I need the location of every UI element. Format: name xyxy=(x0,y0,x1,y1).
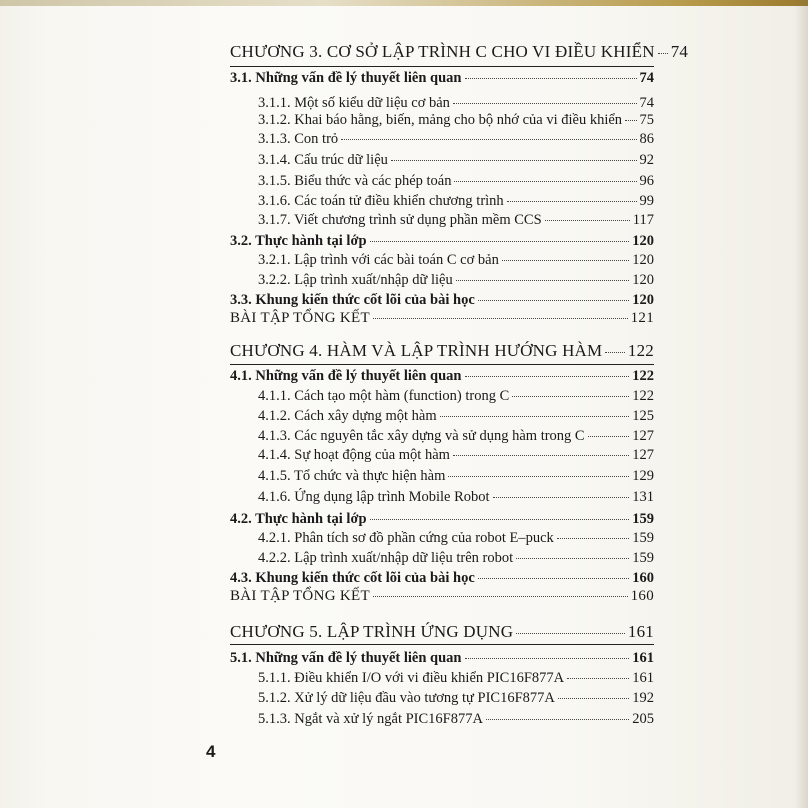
dot-leader xyxy=(516,633,625,634)
page-ref: 161 xyxy=(632,650,654,666)
dot-leader xyxy=(507,201,637,202)
summary-title: BÀI TẬP TỔNG KẾT xyxy=(230,310,370,326)
section-title: 3.3. Khung kiến thức cốt lõi của bài học xyxy=(230,292,475,308)
item-title: 4.1.5. Tổ chức và thực hiện hàm xyxy=(258,468,446,484)
item-title: 4.2.1. Phân tích sơ đồ phần cứng của robot E–puck xyxy=(258,530,554,546)
page-number: 4 xyxy=(206,742,216,761)
section-title: 4.2. Thực hành tại lớp xyxy=(230,511,367,527)
item-title: 3.1.1. Một số kiểu dữ liệu cơ bản xyxy=(258,95,450,111)
page-ref: 127 xyxy=(632,428,654,444)
dot-leader xyxy=(557,538,629,539)
section-title: 4.1. Những vấn đề lý thuyết liên quan xyxy=(230,368,462,384)
item-title: 5.1.2. Xử lý dữ liệu đầu vào tương tự PIC16F877A xyxy=(258,690,555,706)
toc-section-4-2 xyxy=(230,511,654,528)
dot-leader xyxy=(567,678,629,679)
item-title: 3.1.3. Con trỏ xyxy=(258,131,339,147)
item-title: 4.1.3. Các nguyên tắc xây dựng và sử dụng hàm trong C xyxy=(258,428,585,444)
toc-item-3-1-3 xyxy=(258,131,654,148)
dot-leader xyxy=(370,519,630,520)
toc-item-3-1-2 xyxy=(258,112,654,129)
toc-item-4-1-6 xyxy=(258,489,654,506)
dot-leader xyxy=(486,719,629,720)
toc-chapter-4 xyxy=(230,341,654,361)
toc-section-4-3 xyxy=(230,570,654,587)
item-title: 4.1.1. Cách tạo một hàm (function) trong C xyxy=(258,388,510,404)
dot-leader xyxy=(558,698,629,699)
toc-item-5-1-3 xyxy=(258,711,654,728)
toc-item-3-1-4 xyxy=(258,152,654,169)
item-title: 3.1.5. Biểu thức và các phép toán xyxy=(258,173,452,189)
page-ref: 159 xyxy=(632,550,654,566)
toc-item-4-1-2 xyxy=(258,408,654,425)
page-ref: 74 xyxy=(639,70,654,86)
item-title: 4.1.4. Sự hoạt động của một hàm xyxy=(258,447,450,463)
toc-section-4-1 xyxy=(230,368,654,385)
toc-summary-4 xyxy=(230,588,654,605)
page-ref: 120 xyxy=(632,233,654,249)
toc-item-5-1-2 xyxy=(258,690,654,707)
dot-leader xyxy=(588,436,630,437)
page-ref: 75 xyxy=(639,112,654,128)
dot-leader xyxy=(545,220,630,221)
page-ref: 160 xyxy=(632,570,654,586)
page-ref: 125 xyxy=(632,408,654,424)
toc-item-3-1-6 xyxy=(258,193,654,210)
dot-leader xyxy=(456,280,630,281)
item-title: 3.2.2. Lập trình xuất/nhập dữ liệu xyxy=(258,272,453,288)
dot-leader xyxy=(493,497,630,498)
dot-leader xyxy=(478,578,629,579)
page-ref: 160 xyxy=(630,588,654,604)
page-ref: 86 xyxy=(639,131,654,147)
chapter-rule xyxy=(230,66,654,67)
toc-item-3-1-7 xyxy=(258,212,654,229)
toc-section-3-3 xyxy=(230,292,654,309)
dot-leader xyxy=(440,416,630,417)
chapter-title: CHƯƠNG 5. LẬP TRÌNH ỨNG DỤNG xyxy=(230,622,514,641)
page-ref: 161 xyxy=(627,622,654,641)
page-ref: 121 xyxy=(630,310,654,326)
dot-leader xyxy=(373,318,628,319)
page-ref: 120 xyxy=(632,252,654,268)
dot-leader xyxy=(370,241,630,242)
dot-leader xyxy=(453,103,637,104)
page-ref: 92 xyxy=(639,152,654,168)
toc-item-3-1-5 xyxy=(258,173,654,190)
dot-leader xyxy=(391,160,637,161)
page-ref: 129 xyxy=(632,468,654,484)
page-ref: 99 xyxy=(639,193,654,209)
toc-chapter-5 xyxy=(230,622,654,642)
toc-item-5-1-1 xyxy=(258,670,654,687)
chapter-rule xyxy=(230,644,654,645)
dot-leader xyxy=(625,120,636,121)
page-ref: 205 xyxy=(632,711,654,727)
item-title: 5.1.3. Ngắt và xử lý ngắt PIC16F877A xyxy=(258,711,483,727)
page-ref: 120 xyxy=(632,292,654,308)
dot-leader xyxy=(516,558,629,559)
chapter-rule xyxy=(230,364,654,365)
toc-item-4-2-1 xyxy=(258,530,654,547)
dot-leader xyxy=(448,476,629,477)
dot-leader xyxy=(658,53,668,54)
dot-leader xyxy=(465,658,630,659)
section-title: 3.2. Thực hành tại lớp xyxy=(230,233,367,249)
dot-leader xyxy=(465,376,630,377)
item-title: 3.1.4. Cấu trúc dữ liệu xyxy=(258,152,388,168)
toc-item-4-1-5 xyxy=(258,468,654,485)
toc-chapter-3 xyxy=(230,42,689,62)
summary-title: BÀI TẬP TỔNG KẾT xyxy=(230,588,370,604)
page-ref: 131 xyxy=(632,489,654,505)
dot-leader xyxy=(453,455,629,456)
dot-leader xyxy=(373,596,628,597)
page-ref: 122 xyxy=(632,368,654,384)
page-ref: 161 xyxy=(632,670,654,686)
page-ref: 159 xyxy=(632,511,654,527)
toc-item-3-2-2 xyxy=(258,272,654,289)
toc-item-4-1-1 xyxy=(258,388,654,405)
toc-item-4-1-4 xyxy=(258,447,654,464)
page-ref: 159 xyxy=(632,530,654,546)
page-ref: 192 xyxy=(632,690,654,706)
item-title: 3.1.6. Các toán tử điều khiển chương trình xyxy=(258,193,504,209)
dot-leader xyxy=(478,300,629,301)
section-title: 5.1. Những vấn đề lý thuyết liên quan xyxy=(230,650,462,666)
dot-leader xyxy=(605,352,625,353)
dot-leader xyxy=(502,260,629,261)
toc-item-3-2-1 xyxy=(258,252,654,269)
item-title: 3.1.7. Viết chương trình sử dụng phần mềm CCS xyxy=(258,212,542,228)
page-ref: 120 xyxy=(632,272,654,288)
item-title: 3.2.1. Lập trình với các bài toán C cơ bản xyxy=(258,252,499,268)
toc-summary-3 xyxy=(230,310,654,327)
dot-leader xyxy=(465,78,637,79)
toc-item-3-1-1 xyxy=(258,95,654,112)
item-title: 3.1.2. Khai báo hằng, biến, mảng cho bộ nhớ của vi điều khiển xyxy=(258,112,623,128)
dot-leader xyxy=(454,181,636,182)
page-ref: 117 xyxy=(632,212,654,228)
page-ref: 74 xyxy=(670,42,689,61)
item-title: 4.1.2. Cách xây dựng một hàm xyxy=(258,408,437,424)
section-title: 3.1. Những vấn đề lý thuyết liên quan xyxy=(230,70,462,86)
page-ref: 122 xyxy=(632,388,654,404)
page-ref: 96 xyxy=(639,173,654,189)
chapter-title: CHƯƠNG 3. CƠ SỞ LẬP TRÌNH C CHO VI ĐIỀU KHIỂN xyxy=(230,42,655,61)
toc-section-3-1 xyxy=(230,70,654,87)
toc-item-4-2-2 xyxy=(258,550,654,567)
toc-item-4-1-3 xyxy=(258,428,654,445)
toc-section-3-2 xyxy=(230,233,654,250)
chapter-title: CHƯƠNG 4. HÀM VÀ LẬP TRÌNH HƯỚNG HÀM xyxy=(230,341,603,360)
item-title: 4.2.2. Lập trình xuất/nhập dữ liệu trên robot xyxy=(258,550,514,566)
toc-section-5-1 xyxy=(230,650,654,667)
page-ref: 122 xyxy=(627,341,654,360)
page-ref: 127 xyxy=(632,447,654,463)
dot-leader xyxy=(512,396,629,397)
section-title: 4.3. Khung kiến thức cốt lõi của bài học xyxy=(230,570,475,586)
page-ref: 74 xyxy=(639,95,654,111)
dot-leader xyxy=(341,139,636,140)
item-title: 4.1.6. Ứng dụng lập trình Mobile Robot xyxy=(258,489,490,505)
item-title: 5.1.1. Điều khiển I/O với vi điều khiển PIC16F877A xyxy=(258,670,565,686)
